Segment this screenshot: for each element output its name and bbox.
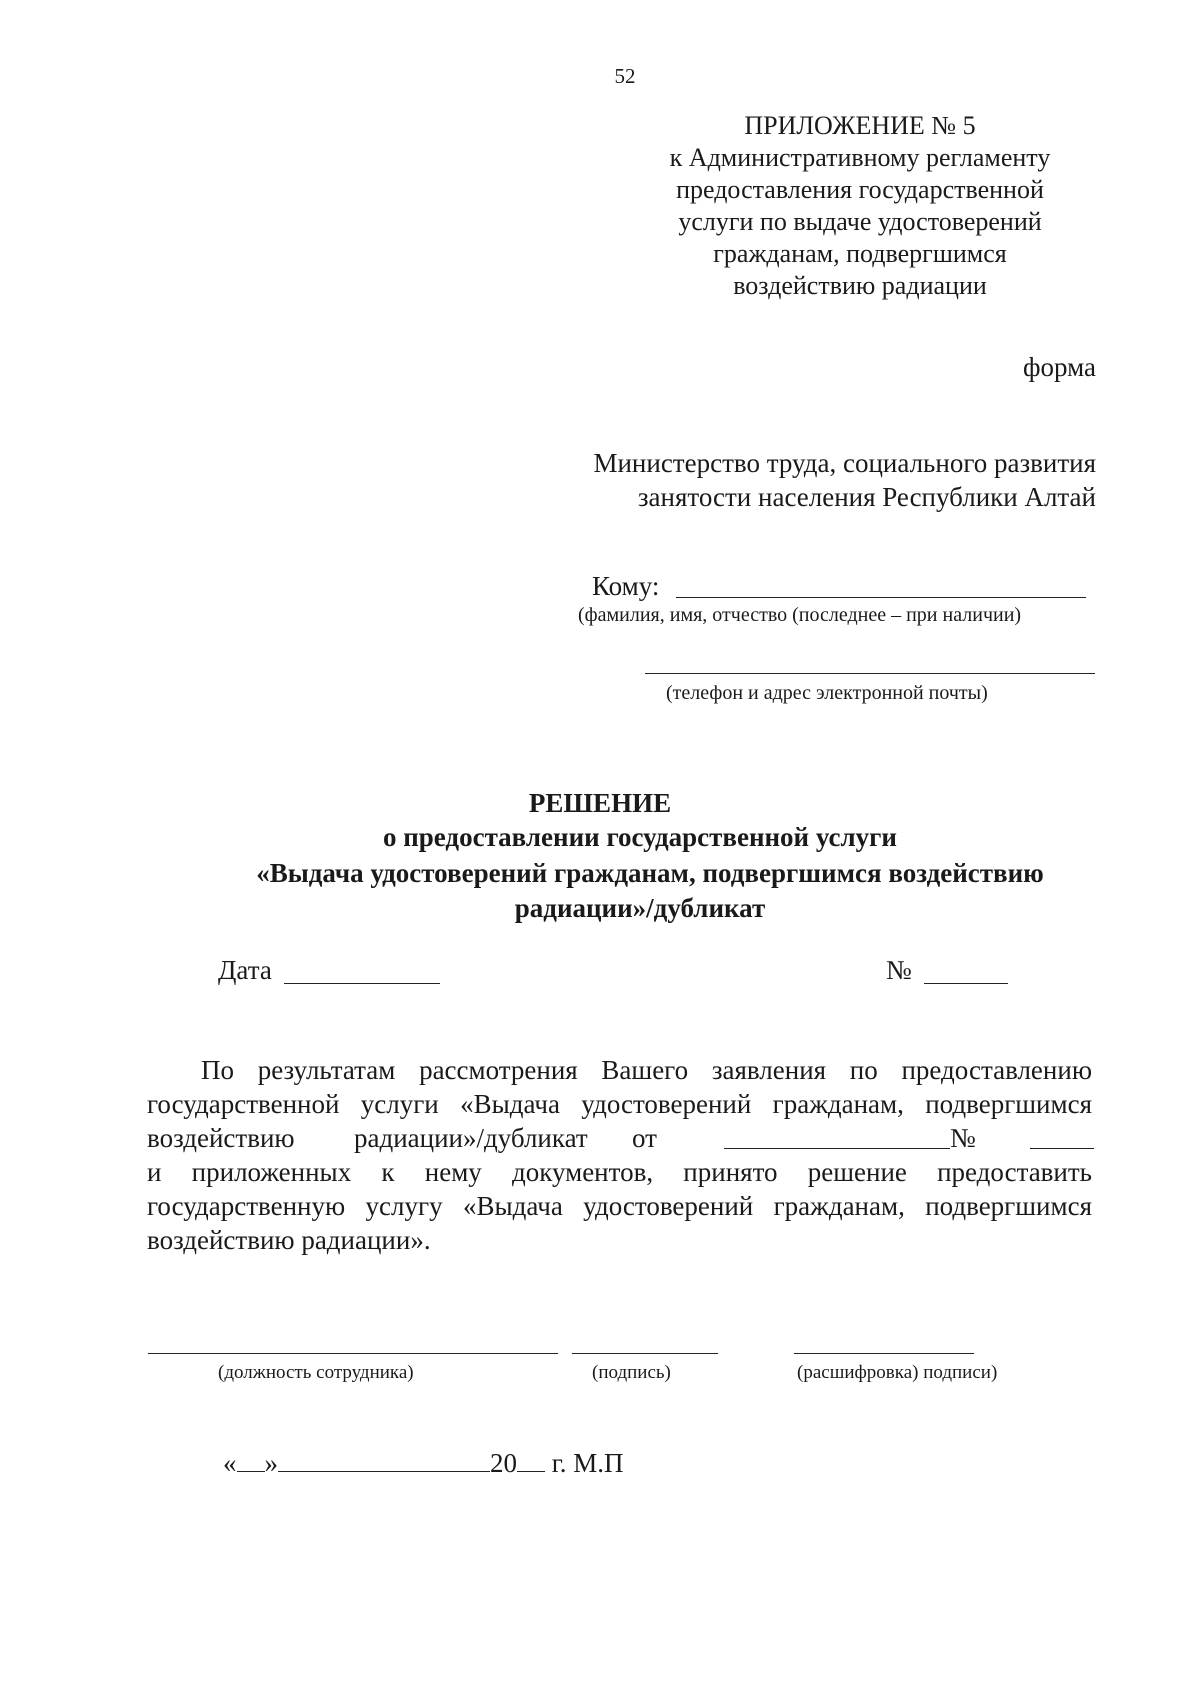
ministry-block <box>593 446 1096 514</box>
stamp-label: г. М.П <box>551 1448 624 1478</box>
body-line: и приложенных к нему документов, принято решение предоставить <box>147 1157 1092 1187</box>
year-suffix-stamp <box>545 1448 624 1478</box>
decoding-caption: (расшифровка) подписи) <box>797 1362 998 1383</box>
signature-field[interactable] <box>572 1353 718 1354</box>
document-title: РЕШЕНИЕ <box>528 788 672 818</box>
appendix-line: к Административному регламенту <box>669 143 1051 172</box>
application-date-field[interactable] <box>724 1148 950 1149</box>
body-line-part: воздействию <box>147 1123 295 1153</box>
month-field[interactable] <box>278 1471 490 1472</box>
position-caption: (должность сотрудника) <box>218 1362 414 1383</box>
position-field[interactable] <box>148 1353 558 1354</box>
signature-caption: (подпись) <box>592 1362 671 1383</box>
document-subtitle: о предоставлении государственной услуги <box>382 822 897 852</box>
page-number: 52 <box>614 64 636 88</box>
ministry-line: занятости населения Республики Алтай <box>637 482 1096 512</box>
recipient-name-field[interactable] <box>676 597 1086 598</box>
number-field[interactable] <box>924 983 1008 984</box>
footer-date <box>223 1448 624 1479</box>
body-line-part: радиации»/дубликат <box>354 1123 588 1153</box>
body-line-part: от <box>632 1123 657 1153</box>
appendix-line: услуги по выдаче удостоверений <box>678 207 1042 236</box>
document-subtitle: радиации»/дубликат <box>514 893 766 923</box>
year-prefix: 20 <box>490 1448 517 1478</box>
appendix-line: предоставления государственной <box>676 175 1044 204</box>
body-line: государственную услугу «Выдача удостоверений гражданам, подвергшимся <box>147 1191 1092 1221</box>
recipient-name-hint: (фамилия, имя, отчество (последнее – при наличии) <box>578 604 1022 626</box>
ministry-line: Министерство труда, социального развития <box>593 448 1096 478</box>
year-field[interactable] <box>517 1471 545 1472</box>
close-quote: » <box>264 1448 278 1478</box>
number-label: № <box>886 955 912 985</box>
application-number-field[interactable] <box>1030 1148 1094 1149</box>
body-line: государственной услуги «Выдача удостоверений гражданам, подвергшимся <box>147 1089 1092 1119</box>
body-line: По результатам рассмотрения Вашего заявления по предоставлению <box>201 1055 1092 1085</box>
body-line-part: № <box>950 1123 976 1153</box>
body-line: воздействию радиации». <box>147 1225 431 1255</box>
date-field[interactable] <box>284 983 440 984</box>
appendix-line: гражданам, подвергшимся <box>713 239 1007 268</box>
date-label: Дата <box>218 955 272 985</box>
appendix-title: ПРИЛОЖЕНИЕ № 5 <box>744 111 976 140</box>
recipient-label: Кому: <box>592 571 660 601</box>
recipient-contact-hint: (телефон и адрес электронной почты) <box>666 682 988 704</box>
appendix-header <box>600 110 1120 302</box>
document-subtitle: «Выдача удостоверений гражданам, подвергшимся воздействию <box>256 858 1044 888</box>
form-label: форма <box>1023 352 1096 382</box>
day-field[interactable] <box>237 1471 265 1472</box>
open-quote: « <box>223 1448 237 1478</box>
appendix-line: воздействию радиации <box>733 271 987 300</box>
signature-decoding-field[interactable] <box>794 1353 974 1354</box>
recipient-contact-field[interactable] <box>645 673 1095 674</box>
